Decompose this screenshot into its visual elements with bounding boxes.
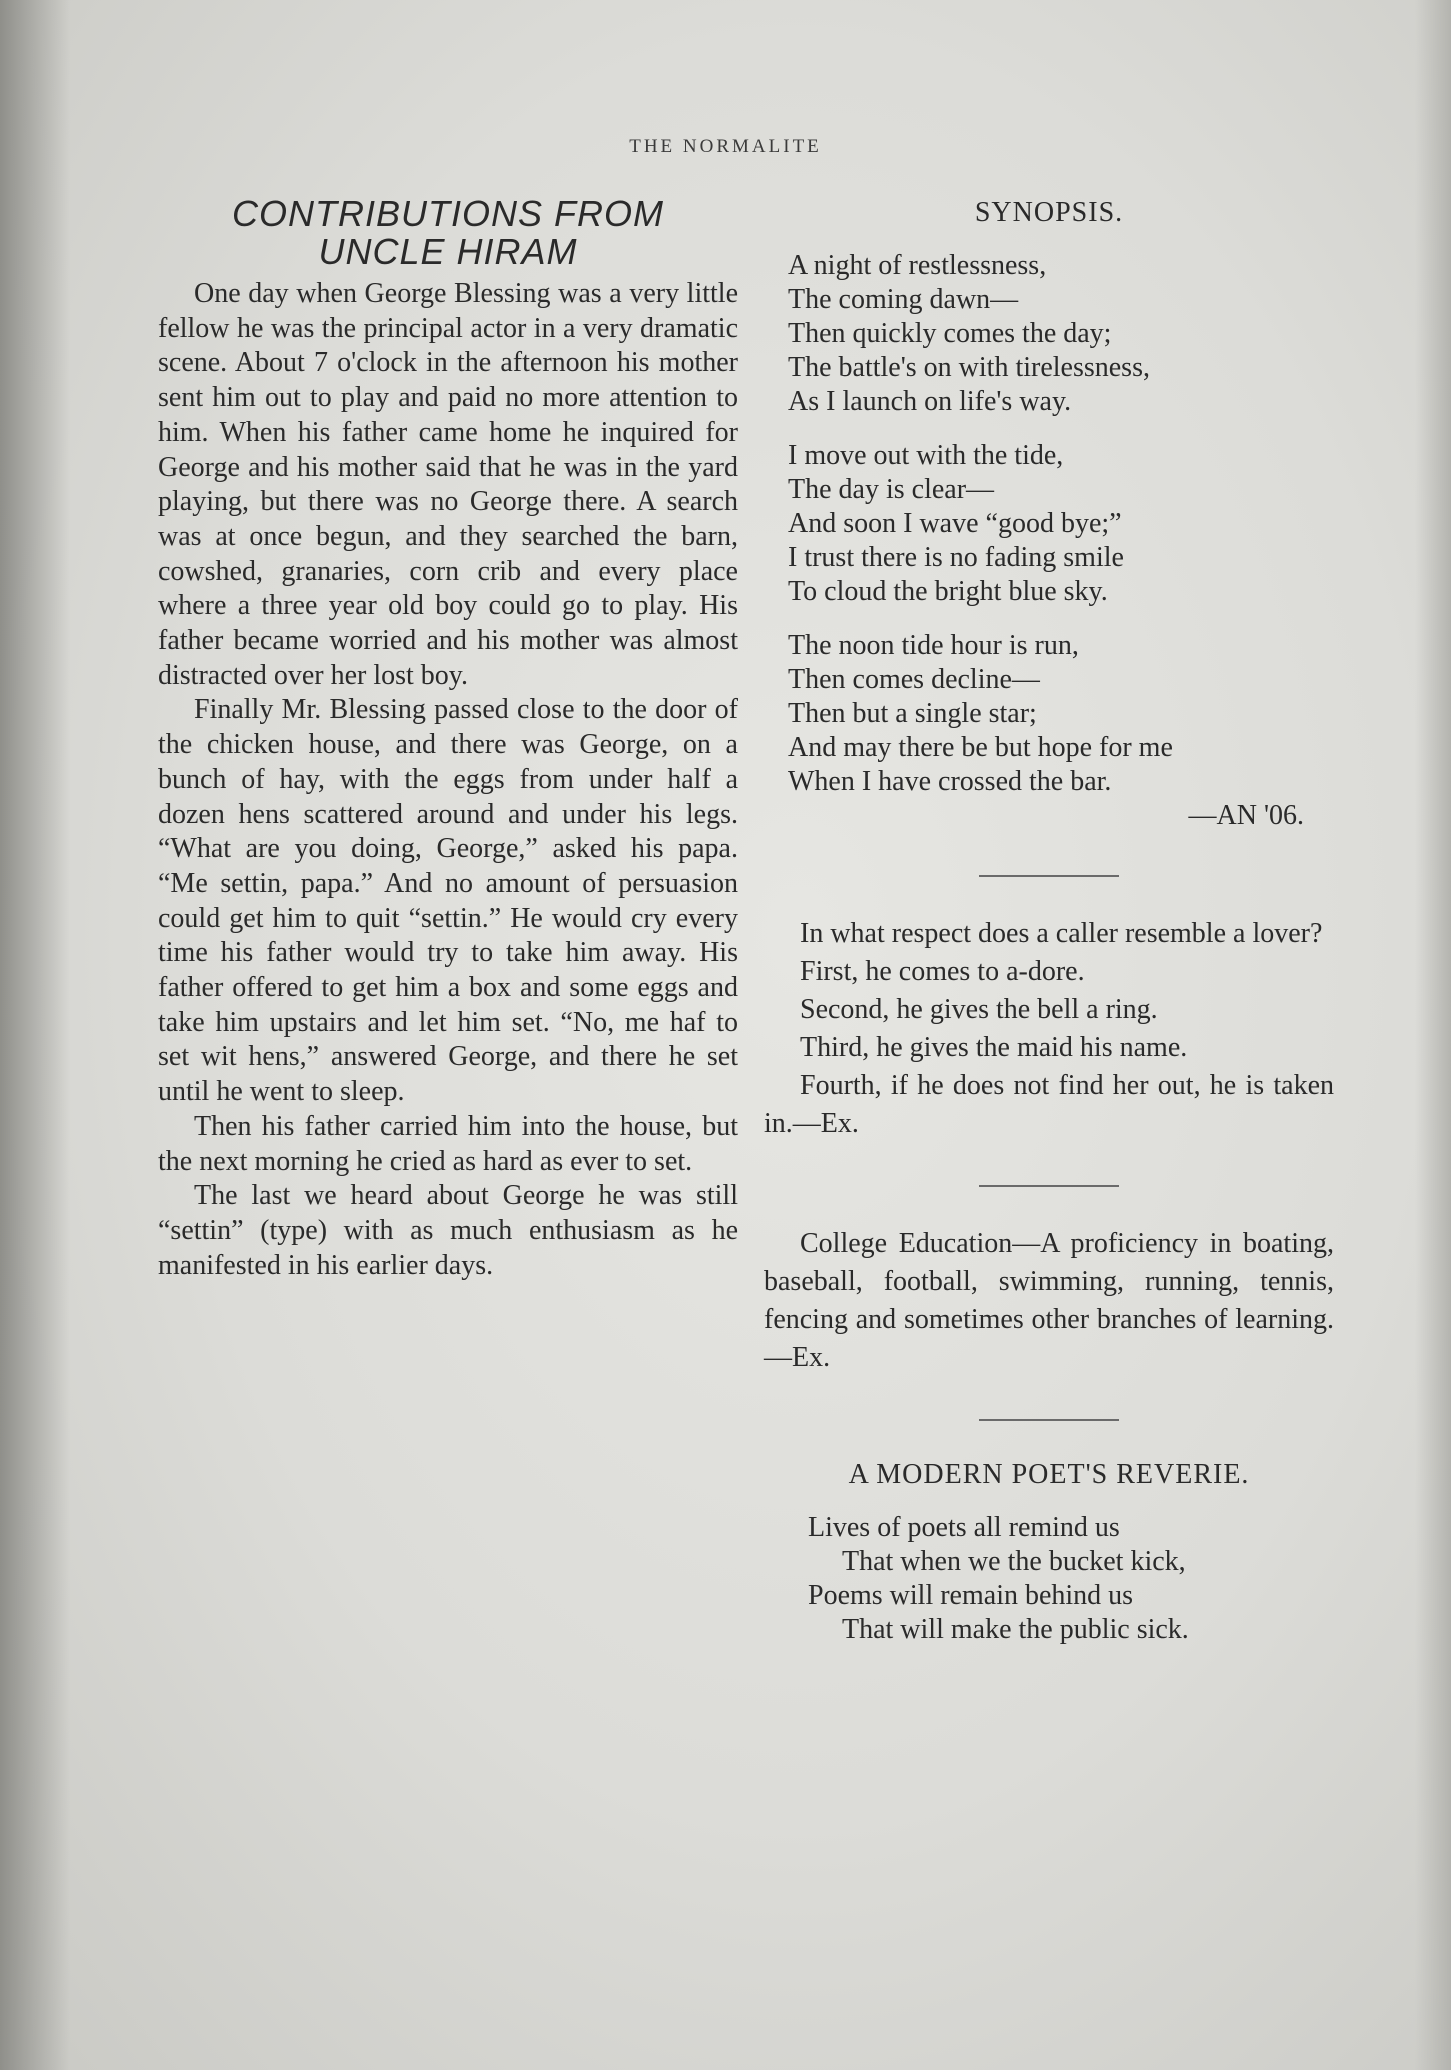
verse-line: And may there be but hope for me [788, 732, 1173, 763]
verse-line: The battle's on with tirelessness, [788, 352, 1150, 383]
verse-line: The coming dawn— [788, 284, 1019, 315]
verse-line: The day is clear— [788, 474, 995, 505]
section-divider [979, 875, 1119, 877]
section-divider [979, 1185, 1119, 1187]
caller-answer: Third, he gives the maid his name. [800, 1032, 1188, 1063]
synopsis-title: SYNOPSIS. [974, 197, 1124, 228]
verse-line: That will make the public sick. [842, 1614, 1189, 1645]
running-head: THE NORMALITE [629, 136, 822, 157]
verse-line: Lives of poets all remind us [808, 1512, 1120, 1543]
article-paragraph: One day when George Blessing was a very little fellow he was the principal actor in a very dramatic scene. About 7 o'clock in the afternoon his mother sent him out to play and paid no more attention to him. When his father came home he inquired for George and his mother said that he was in the yard playing, but there was no George there. A search was at once begun, and they searched the barn, cowshed, granaries, corn crib and every place where a three year old boy could go to play. His father became worried and his mother was almost distracted over her lost boy. [158, 278, 738, 691]
poem-stanza-1 [788, 249, 1334, 419]
verse-line: I trust there is no fading smile [788, 542, 1124, 573]
poem-stanza-3 [788, 629, 1334, 799]
verse-line: And soon I wave “good bye;” [788, 508, 1122, 539]
poem-stanza-2 [788, 439, 1334, 609]
verse-line: When I have crossed the bar. [788, 766, 1112, 797]
section-divider [979, 1419, 1119, 1421]
verse-line: Poems will remain behind us [808, 1580, 1134, 1611]
verse-line: Then but a single star; [788, 698, 1037, 729]
caller-answer: First, he comes to a-dore. [800, 956, 1085, 987]
article-paragraph: Then his father carried him into the house, but the next morning he cried as hard as ever to set. [158, 1110, 738, 1177]
caller-answer: Fourth, if he does not find her out, he is taken in.—Ex. [764, 1070, 1334, 1139]
verse-line: The noon tide hour is run, [788, 630, 1079, 661]
reverie-poem [808, 1511, 1334, 1647]
verse-line: As I launch on life's way. [788, 386, 1072, 417]
caller-answer: Second, he gives the bell a ring. [800, 994, 1158, 1025]
poem-attribution: —AN '06. [1188, 800, 1304, 831]
page-shadow-left [0, 0, 70, 2070]
article-paragraph: The last we heard about George he was still “settin” (type) with as much enthusiasm as he manifested in his earlier days. [158, 1180, 738, 1281]
right-column [764, 195, 1334, 1667]
reverie-title: A MODERN POET'S REVERIE. [848, 1459, 1250, 1490]
article-paragraph: Finally Mr. Blessing passed close to the door of the chicken house, and there was George, on a bunch of hay, with the eggs from under half a dozen hens scattered around and under his legs. “What are you doing, George,” asked his papa. “Me settin, papa.” And no amount of persuasion could get him to quit “settin.” He would cry every time his father would try to take him away. His father offered to get him a box and some eggs and take him upstairs and let him set. “No, me haf to set wit hens,” answered George, and there he set until he went to sleep. [158, 694, 738, 1108]
verse-line: Then comes decline— [788, 664, 1040, 695]
left-column [158, 195, 738, 1283]
verse-line: Then quickly comes the day; [788, 318, 1112, 349]
verse-line: That when we the bucket kick, [842, 1546, 1186, 1577]
article-title [158, 195, 738, 271]
college-education-text: College Education—A proficiency in boating, baseball, football, swimming, running, tennis, fencing and sometimes other branches of learning.—Ex. [764, 1228, 1334, 1373]
verse-line: To cloud the bright blue sky. [788, 576, 1108, 607]
article-title-line-1: CONTRIBUTIONS FROM [232, 193, 664, 234]
page-shadow-right [1415, 0, 1451, 2070]
verse-line: A night of restlessness, [788, 250, 1047, 281]
article-title-line-2: UNCLE HIRAM [318, 231, 578, 272]
verse-line: I move out with the tide, [788, 440, 1064, 471]
caller-question: In what respect does a caller resemble a lover? [800, 918, 1323, 949]
